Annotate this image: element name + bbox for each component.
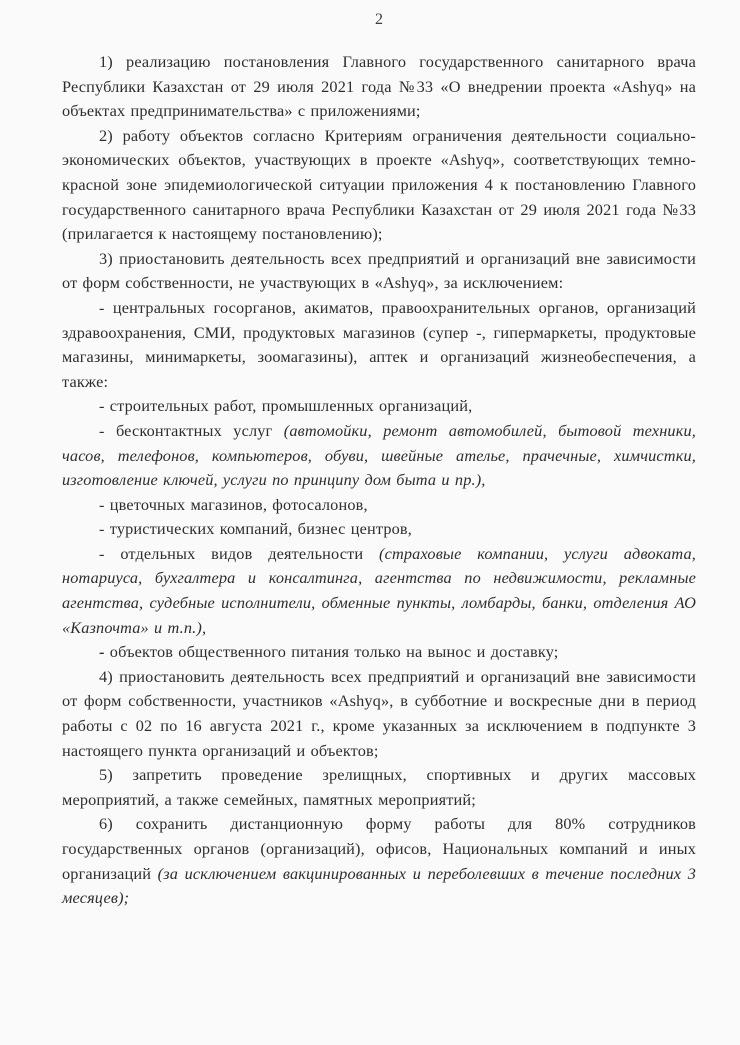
paragraph (62, 124, 696, 247)
text-segment-italic: (страховые компании, услуги адвоката, нотариуса, бухгалтера и консалтинга, агентства по недвижимости, рекламные агентства, судебные исполнители, обменные пункты, ломбарды, банки, отделения АО «Казпочта» и т.п.), (62, 543, 696, 637)
paragraph (62, 517, 696, 542)
page-number: 2 (375, 11, 383, 28)
text-segment-normal: - туристических компаний, бизнес центров, (99, 519, 412, 539)
paragraph (62, 812, 696, 910)
text-segment-italic: (за исключением вакцинированных и переболевших в течение последних 3 месяцев); (62, 863, 696, 908)
text-segment-italic: (автомойки, ремонт автомобилей, бытовой техники, часов, телефонов, компьютеров, обуви, швейные ателье, прачечные, химчистки, изготовление ключей, услуги по принципу дом быта и пр.), (62, 420, 696, 490)
text-segment-normal: 5) запретить проведение зрелищных, спортивных и других массовых мероприятий, а также семейных, памятных мероприятий; (62, 765, 696, 809)
text-segment-normal: - отдельных видов деятельности (99, 543, 380, 563)
paragraph (62, 419, 696, 493)
paragraph (62, 665, 696, 763)
text-segment-normal: 2) работу объектов согласно Критериям ограничения деятельности социально-экономических объектов, участвующих в проекте «Ashyq», соответствующих темно-красной зоне эпидемиологической ситуации приложения 4 к постановлению Главного государственного санитарного врача Республики Казахстан от 29 июля 2021 года №33 (прилагается к настоящему постановлению); (62, 125, 696, 244)
text-segment-normal: - цветочных магазинов, фотосалонов, (99, 494, 368, 514)
text-segment-normal: объектов общественного питания только на вынос и доставку; (109, 642, 559, 662)
text-segment-bold: - (99, 642, 110, 662)
paragraph (62, 50, 696, 124)
text-segment-normal: - центральных госорганов, акиматов, правоохранительных органов, организаций здравоохранения, СМИ, продуктовых магазинов (супер -, гипермаркеты, продуктовые магазины, минимаркеты, зоомагазины), аптек и организаций жизнеобеспечения, а также: (62, 297, 696, 391)
document-body (62, 50, 696, 911)
text-segment-normal: 6) сохранить дистанционную форму работы для 80% сотрудников государственных органов (организаций), офисов, Национальных компаний и иных организаций (62, 814, 696, 883)
paragraph (62, 493, 696, 518)
paragraph (62, 394, 696, 419)
paragraph (62, 296, 696, 394)
text-segment-normal: 4) приостановить деятельность всех предприятий и организаций вне зависимости от форм собственности, участников «Ashyq», в субботние и воскресные дни в период работы с 02 по 16 августа 2021 г., кроме указанных за исключением в подпункте 3 настоящего пункта организаций и объектов; (62, 666, 696, 760)
text-segment-normal: 1) реализацию постановления Главного государственного санитарного врача Республики Казахстан от 29 июля 2021 года №33 «О внедрении проекта «Ashyq» на объектах предпринимательства» с приложениями; (62, 52, 696, 121)
paragraph (62, 542, 696, 640)
paragraph (62, 763, 696, 812)
paragraph (62, 247, 696, 296)
text-segment-normal: - строительных работ, промышленных организаций, (99, 396, 473, 416)
paragraph (62, 640, 696, 665)
text-segment-normal: 3) приостановить деятельность всех предприятий и организаций вне зависимости от форм собственности, не участвующих в «Ashyq», за исключением: (62, 248, 696, 293)
text-segment-normal: - бесконтактных услуг (99, 420, 284, 440)
